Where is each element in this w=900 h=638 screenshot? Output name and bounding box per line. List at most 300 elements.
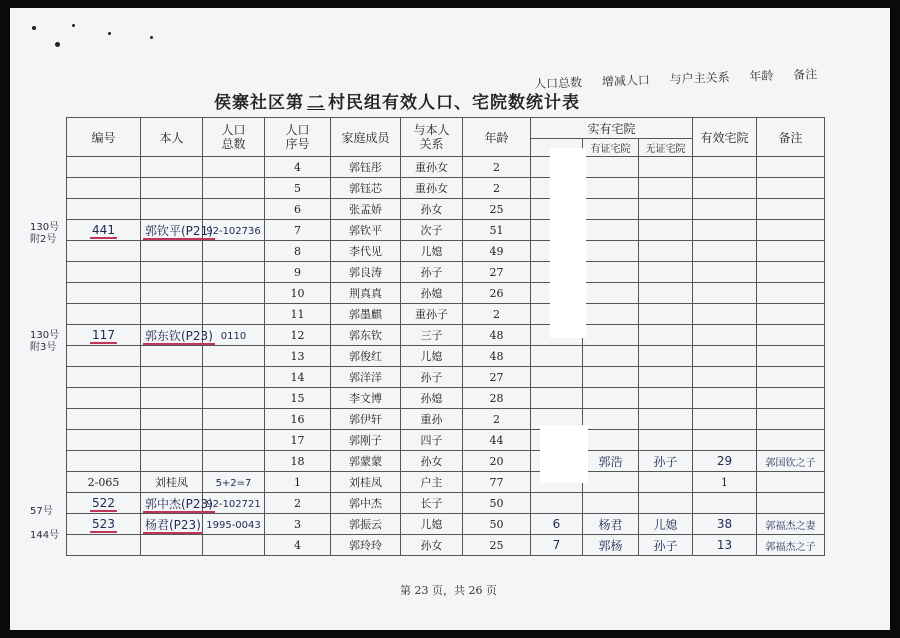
cell-person-text: 郭中杰(P23)	[145, 496, 213, 511]
cell-age-text: 44	[489, 433, 504, 447]
cell-age	[463, 220, 531, 241]
cell-pop-total	[203, 199, 265, 220]
cell-cert-house-text: 郭杨	[598, 538, 623, 553]
cell-relation-text: 孙媳	[420, 392, 443, 405]
cell-valid-house	[693, 346, 757, 367]
cell-nocert-house	[639, 325, 693, 346]
cell-relation	[401, 388, 463, 409]
cell-nocert-house	[639, 304, 693, 325]
cell-id	[67, 283, 141, 304]
cell-id	[67, 325, 141, 346]
cell-relation-text: 孙媳	[420, 287, 443, 300]
cell-relation-text: 孙女	[420, 203, 443, 216]
cell-id-text: 523	[92, 517, 115, 531]
cell-member-text: 郭钦平	[349, 224, 382, 237]
cell-pop-total	[203, 388, 265, 409]
cell-person-text: 刘桂凤	[155, 476, 188, 489]
cell-id	[67, 409, 141, 430]
cell-nocert-house	[639, 472, 693, 493]
cell-valid-house	[693, 535, 757, 556]
cell-member-text: 李文博	[349, 392, 382, 405]
cell-relation	[401, 451, 463, 472]
cell-member-text: 荆真真	[349, 287, 382, 300]
table-row	[67, 451, 825, 472]
cell-nocert-house	[639, 178, 693, 199]
cell-nocert-house	[639, 388, 693, 409]
cell-pop-seq-text: 13	[290, 349, 305, 363]
cell-valid-house	[693, 262, 757, 283]
cell-relation-text: 儿媳	[420, 245, 443, 258]
cell-age-text: 49	[489, 244, 504, 258]
cell-age	[463, 178, 531, 199]
cell-remark	[757, 325, 825, 346]
cell-age	[463, 157, 531, 178]
cell-nocert-house-text: 儿媳	[653, 517, 678, 532]
cell-person	[141, 220, 213, 241]
cell-relation	[401, 346, 463, 367]
cell-member-text: 郭俊红	[349, 350, 382, 363]
cell-cert-house	[583, 409, 639, 430]
cell-member	[331, 409, 401, 430]
col-nocert-house: 无证宅院	[639, 139, 693, 157]
cell-nocert-house	[639, 535, 693, 556]
margin-note-line: 附3号	[30, 342, 57, 353]
cell-person	[141, 178, 203, 199]
cell-remark	[757, 430, 825, 451]
ink-speck	[55, 42, 60, 47]
cell-age-text: 2	[493, 181, 500, 195]
table-row	[67, 346, 825, 367]
cell-member-text: 郭刚子	[349, 434, 382, 447]
cell-age	[463, 199, 531, 220]
cell-house-a	[531, 535, 583, 556]
cell-person	[141, 493, 213, 514]
cell-nocert-house	[639, 283, 693, 304]
cell-pop-total	[203, 241, 265, 262]
cell-pop-seq-text: 1	[294, 475, 301, 489]
cell-valid-house	[693, 283, 757, 304]
cell-pop-seq-text: 7	[294, 223, 301, 237]
cell-id-text: 522	[92, 496, 115, 510]
cell-remark	[757, 178, 825, 199]
cell-member	[331, 430, 401, 451]
cell-nocert-house-text: 孙子	[653, 538, 678, 553]
title-prefix: 侯寨社区第	[214, 93, 304, 113]
cell-cert-house	[583, 178, 639, 199]
cell-relation	[401, 262, 463, 283]
cell-nocert-house	[639, 241, 693, 262]
cell-pop-seq-text: 4	[294, 160, 301, 174]
cell-remark	[757, 346, 825, 367]
margin-note	[30, 222, 59, 246]
cell-valid-house-text: 38	[716, 517, 733, 531]
cell-pop-seq	[265, 220, 331, 241]
cell-house-a	[531, 514, 583, 535]
cell-id	[67, 493, 141, 514]
table-row	[67, 367, 825, 388]
cell-relation	[401, 220, 463, 241]
cell-person	[141, 430, 203, 451]
table-row	[67, 535, 825, 556]
cell-relation	[401, 514, 463, 535]
cell-valid-house	[693, 241, 757, 262]
cell-pop-total-text: 92-102736	[206, 225, 261, 237]
cell-relation	[401, 409, 463, 430]
cell-age	[463, 409, 531, 430]
cell-pop-seq	[265, 241, 331, 262]
cell-pop-seq	[265, 304, 331, 325]
cell-nocert-house	[639, 220, 693, 241]
cell-age	[463, 346, 531, 367]
cell-pop-total	[203, 409, 265, 430]
margin-note-line: 附2号	[30, 234, 57, 245]
cell-pop-seq-text: 9	[294, 265, 301, 279]
cell-id-text: 117	[92, 328, 115, 342]
cell-id	[67, 535, 141, 556]
cell-relation-text: 儿媳	[420, 350, 443, 363]
cell-member	[331, 220, 401, 241]
table-row	[67, 178, 825, 199]
margin-note-line: 130号	[30, 222, 60, 233]
cell-valid-house-text: 1	[721, 475, 728, 489]
cell-pop-seq	[265, 535, 331, 556]
cell-relation	[401, 325, 463, 346]
cell-house-a	[531, 493, 583, 514]
margin-note-line: 130号	[30, 330, 60, 341]
cell-relation-text: 孙子	[420, 371, 443, 384]
cell-valid-house	[693, 409, 757, 430]
col-pop-seq: 人口 序号	[265, 118, 331, 157]
cell-member	[331, 451, 401, 472]
ink-speck	[108, 32, 111, 35]
cell-person-text: 郭东钦(P23)	[145, 328, 213, 343]
cell-age-text: 48	[489, 349, 504, 363]
cell-age-text: 2	[493, 412, 500, 426]
cell-cert-house	[583, 514, 639, 535]
cell-cert-house	[583, 325, 639, 346]
cell-member-text: 郭中杰	[349, 497, 382, 510]
cell-house-a-text: 6	[552, 517, 561, 531]
cell-remark	[757, 472, 825, 493]
col-valid-house: 有效宅院	[693, 118, 757, 157]
cell-valid-house	[693, 388, 757, 409]
cell-age-text: 20	[489, 454, 504, 468]
cell-age-text: 50	[489, 517, 504, 531]
cell-age-text: 2	[493, 160, 500, 174]
cell-house-a-text: 7	[552, 538, 561, 552]
cell-pop-total-text: 1995-0043	[206, 519, 261, 531]
cell-valid-house	[693, 430, 757, 451]
cell-person	[141, 346, 203, 367]
cell-member	[331, 535, 401, 556]
cell-remark	[757, 388, 825, 409]
cell-person	[141, 241, 203, 262]
cell-relation-text: 儿媳	[420, 518, 443, 531]
cell-pop-total	[203, 304, 265, 325]
cell-age	[463, 241, 531, 262]
cell-member	[331, 241, 401, 262]
cell-pop-seq-text: 18	[290, 454, 305, 468]
cell-pop-seq-text: 2	[294, 496, 301, 510]
cell-age	[463, 514, 531, 535]
cell-cert-house	[583, 472, 639, 493]
cell-age-text: 28	[489, 391, 504, 405]
margin-note-line: 57号	[30, 506, 53, 517]
page-footer: 第 23 页，共 26 页	[400, 584, 497, 597]
cell-cert-house	[583, 304, 639, 325]
col-cert-house: 有证宅院	[583, 139, 639, 157]
cell-id	[67, 451, 141, 472]
cell-id	[67, 346, 141, 367]
cell-pop-seq-text: 17	[290, 433, 305, 447]
margin-note-line: 144号	[30, 530, 60, 541]
table-row	[67, 241, 825, 262]
cell-relation-text: 重孙子	[415, 308, 448, 321]
cell-valid-house-text: 29	[716, 454, 733, 468]
cell-pop-total	[203, 430, 265, 451]
title-group-number: 二	[307, 93, 325, 113]
cell-pop-total-text: 0110	[220, 330, 247, 342]
cell-valid-house	[693, 514, 757, 535]
cell-person	[141, 199, 203, 220]
cell-age	[463, 283, 531, 304]
table-row	[67, 283, 825, 304]
cell-nocert-house	[639, 493, 693, 514]
cell-person-text: 杨君(P23)	[145, 517, 201, 532]
cell-pop-seq	[265, 157, 331, 178]
handwritten-header-note: 人口总数 增减人口 与户主关系 年龄 备注	[533, 67, 818, 92]
cell-relation	[401, 493, 463, 514]
cell-relation-text: 孙子	[420, 266, 443, 279]
cell-pop-seq	[265, 325, 331, 346]
cell-member	[331, 388, 401, 409]
cell-remark	[757, 241, 825, 262]
cell-pop-seq-text: 10	[290, 286, 305, 300]
cell-cert-house	[583, 157, 639, 178]
cell-pop-seq	[265, 262, 331, 283]
cell-age-text: 27	[489, 265, 504, 279]
cell-cert-house	[583, 367, 639, 388]
cell-member	[331, 367, 401, 388]
cell-member-text: 郭钰彤	[349, 161, 382, 174]
cell-relation	[401, 178, 463, 199]
cell-cert-house	[583, 346, 639, 367]
table-row	[67, 157, 825, 178]
cell-member-text: 郭墨麒	[349, 308, 382, 321]
cell-person	[141, 157, 203, 178]
cell-pop-seq	[265, 199, 331, 220]
cell-valid-house	[693, 493, 757, 514]
cell-pop-seq-text: 6	[294, 202, 301, 216]
cell-id-text: 2-065	[87, 475, 120, 489]
cell-pop-seq	[265, 283, 331, 304]
cell-valid-house	[693, 451, 757, 472]
cell-member	[331, 472, 401, 493]
cell-member	[331, 514, 401, 535]
cell-member-text: 郭钰芯	[349, 182, 382, 195]
cell-pop-seq-text: 8	[294, 244, 301, 258]
cell-valid-house	[693, 157, 757, 178]
cell-age	[463, 304, 531, 325]
cell-age-text: 25	[489, 538, 504, 552]
cell-member	[331, 283, 401, 304]
cell-nocert-house	[639, 451, 693, 472]
cell-age	[463, 262, 531, 283]
cell-pop-total	[203, 472, 265, 493]
cell-pop-seq-text: 14	[290, 370, 305, 384]
header-row	[67, 118, 825, 139]
cell-member-text: 李代见	[349, 245, 382, 258]
cell-remark-text: 郭福杰之妻	[765, 520, 816, 532]
cell-person	[141, 472, 203, 493]
table-row	[67, 220, 825, 241]
table-row	[67, 388, 825, 409]
cell-pop-seq	[265, 367, 331, 388]
cell-pop-seq	[265, 409, 331, 430]
cell-cert-house	[583, 493, 639, 514]
cell-relation-text: 重孙女	[415, 161, 448, 174]
cell-relation	[401, 199, 463, 220]
cell-remark	[757, 514, 825, 535]
cell-pop-seq-text: 15	[290, 391, 305, 405]
cell-person	[141, 283, 203, 304]
cell-age	[463, 493, 531, 514]
cell-cert-house	[583, 388, 639, 409]
cell-age-text: 26	[489, 286, 504, 300]
cell-nocert-house	[639, 346, 693, 367]
cell-nocert-house-text: 孙子	[653, 454, 678, 469]
cell-member	[331, 157, 401, 178]
cell-relation	[401, 367, 463, 388]
cell-member-text: 郭玲玲	[349, 539, 382, 552]
cell-pop-total	[203, 178, 265, 199]
table-row	[67, 262, 825, 283]
page-title	[214, 88, 674, 113]
cell-nocert-house	[639, 262, 693, 283]
table-body	[67, 157, 825, 556]
table-row	[67, 325, 825, 346]
table-row	[67, 493, 825, 514]
cell-id	[67, 304, 141, 325]
cell-cert-house-text: 郭浩	[598, 454, 623, 469]
cell-house-a	[531, 388, 583, 409]
cell-id-text: 441	[92, 223, 115, 237]
cell-relation	[401, 241, 463, 262]
col-actual-house: 实有宅院	[531, 118, 693, 139]
cell-relation-text: 孙女	[420, 455, 443, 468]
cell-relation-text: 重孙	[420, 413, 443, 426]
cell-person	[141, 514, 203, 535]
cell-remark	[757, 451, 825, 472]
table-row	[67, 430, 825, 451]
cell-remark	[757, 409, 825, 430]
cell-pop-seq	[265, 493, 331, 514]
cell-person	[141, 367, 203, 388]
cell-pop-total	[203, 262, 265, 283]
cell-person	[141, 304, 203, 325]
cell-valid-house	[693, 178, 757, 199]
cell-pop-seq	[265, 514, 331, 535]
cell-pop-seq	[265, 430, 331, 451]
cell-id	[67, 430, 141, 451]
statistics-table	[66, 117, 825, 556]
cell-remark	[757, 262, 825, 283]
cell-remark-text: 郭福杰之子	[765, 541, 816, 553]
cell-pop-total-text: 5+2=7	[215, 477, 252, 489]
margin-note	[30, 330, 59, 354]
cell-relation-text: 三子	[420, 329, 443, 342]
cell-remark	[757, 283, 825, 304]
cell-id	[67, 367, 141, 388]
cell-age-text: 2	[493, 307, 500, 321]
margin-note	[30, 530, 59, 542]
cell-member	[331, 325, 401, 346]
title-suffix: 村民组有效人口、宅院数统计表	[328, 93, 580, 113]
cell-member-text: 郭伊轩	[349, 413, 382, 426]
cell-id	[67, 157, 141, 178]
cell-member	[331, 199, 401, 220]
cell-age	[463, 535, 531, 556]
cell-pop-seq-text: 4	[294, 538, 301, 552]
cell-pop-total	[203, 367, 265, 388]
cell-remark	[757, 493, 825, 514]
cell-id	[67, 178, 141, 199]
cell-house-a	[531, 346, 583, 367]
cell-nocert-house	[639, 367, 693, 388]
cell-id	[67, 514, 141, 535]
cell-valid-house	[693, 367, 757, 388]
cell-pop-seq	[265, 178, 331, 199]
cell-id	[67, 220, 141, 241]
cell-member-text: 郭振云	[349, 518, 382, 531]
cell-id	[67, 388, 141, 409]
table-row	[67, 199, 825, 220]
cell-pop-seq	[265, 388, 331, 409]
cell-age	[463, 367, 531, 388]
cell-valid-house	[693, 304, 757, 325]
cell-nocert-house	[639, 409, 693, 430]
cell-relation-text: 重孙女	[415, 182, 448, 195]
cell-relation	[401, 157, 463, 178]
ink-speck	[72, 24, 75, 27]
cell-pop-total	[203, 157, 265, 178]
cell-person	[141, 388, 203, 409]
cell-age	[463, 472, 531, 493]
ink-speck	[32, 26, 36, 30]
redaction-block	[540, 425, 588, 483]
table-row	[67, 514, 825, 535]
cell-cert-house	[583, 262, 639, 283]
cell-relation	[401, 472, 463, 493]
cell-pop-seq	[265, 472, 331, 493]
cell-cert-house-text: 杨君	[598, 517, 623, 532]
cell-person	[141, 325, 213, 346]
col-remark: 备注	[757, 118, 825, 157]
col-pop-total: 人口 总数	[203, 118, 265, 157]
cell-pop-seq	[265, 346, 331, 367]
cell-relation	[401, 304, 463, 325]
cell-relation	[401, 283, 463, 304]
redaction-block	[550, 148, 586, 338]
cell-remark-text: 郭国钦之子	[765, 457, 816, 469]
cell-age-text: 25	[489, 202, 504, 216]
cell-relation-text: 四子	[420, 434, 443, 447]
cell-pop-total	[203, 283, 265, 304]
cell-cert-house	[583, 199, 639, 220]
cell-pop-seq-text: 16	[290, 412, 305, 426]
cell-age-text: 50	[489, 496, 504, 510]
table-row	[67, 304, 825, 325]
